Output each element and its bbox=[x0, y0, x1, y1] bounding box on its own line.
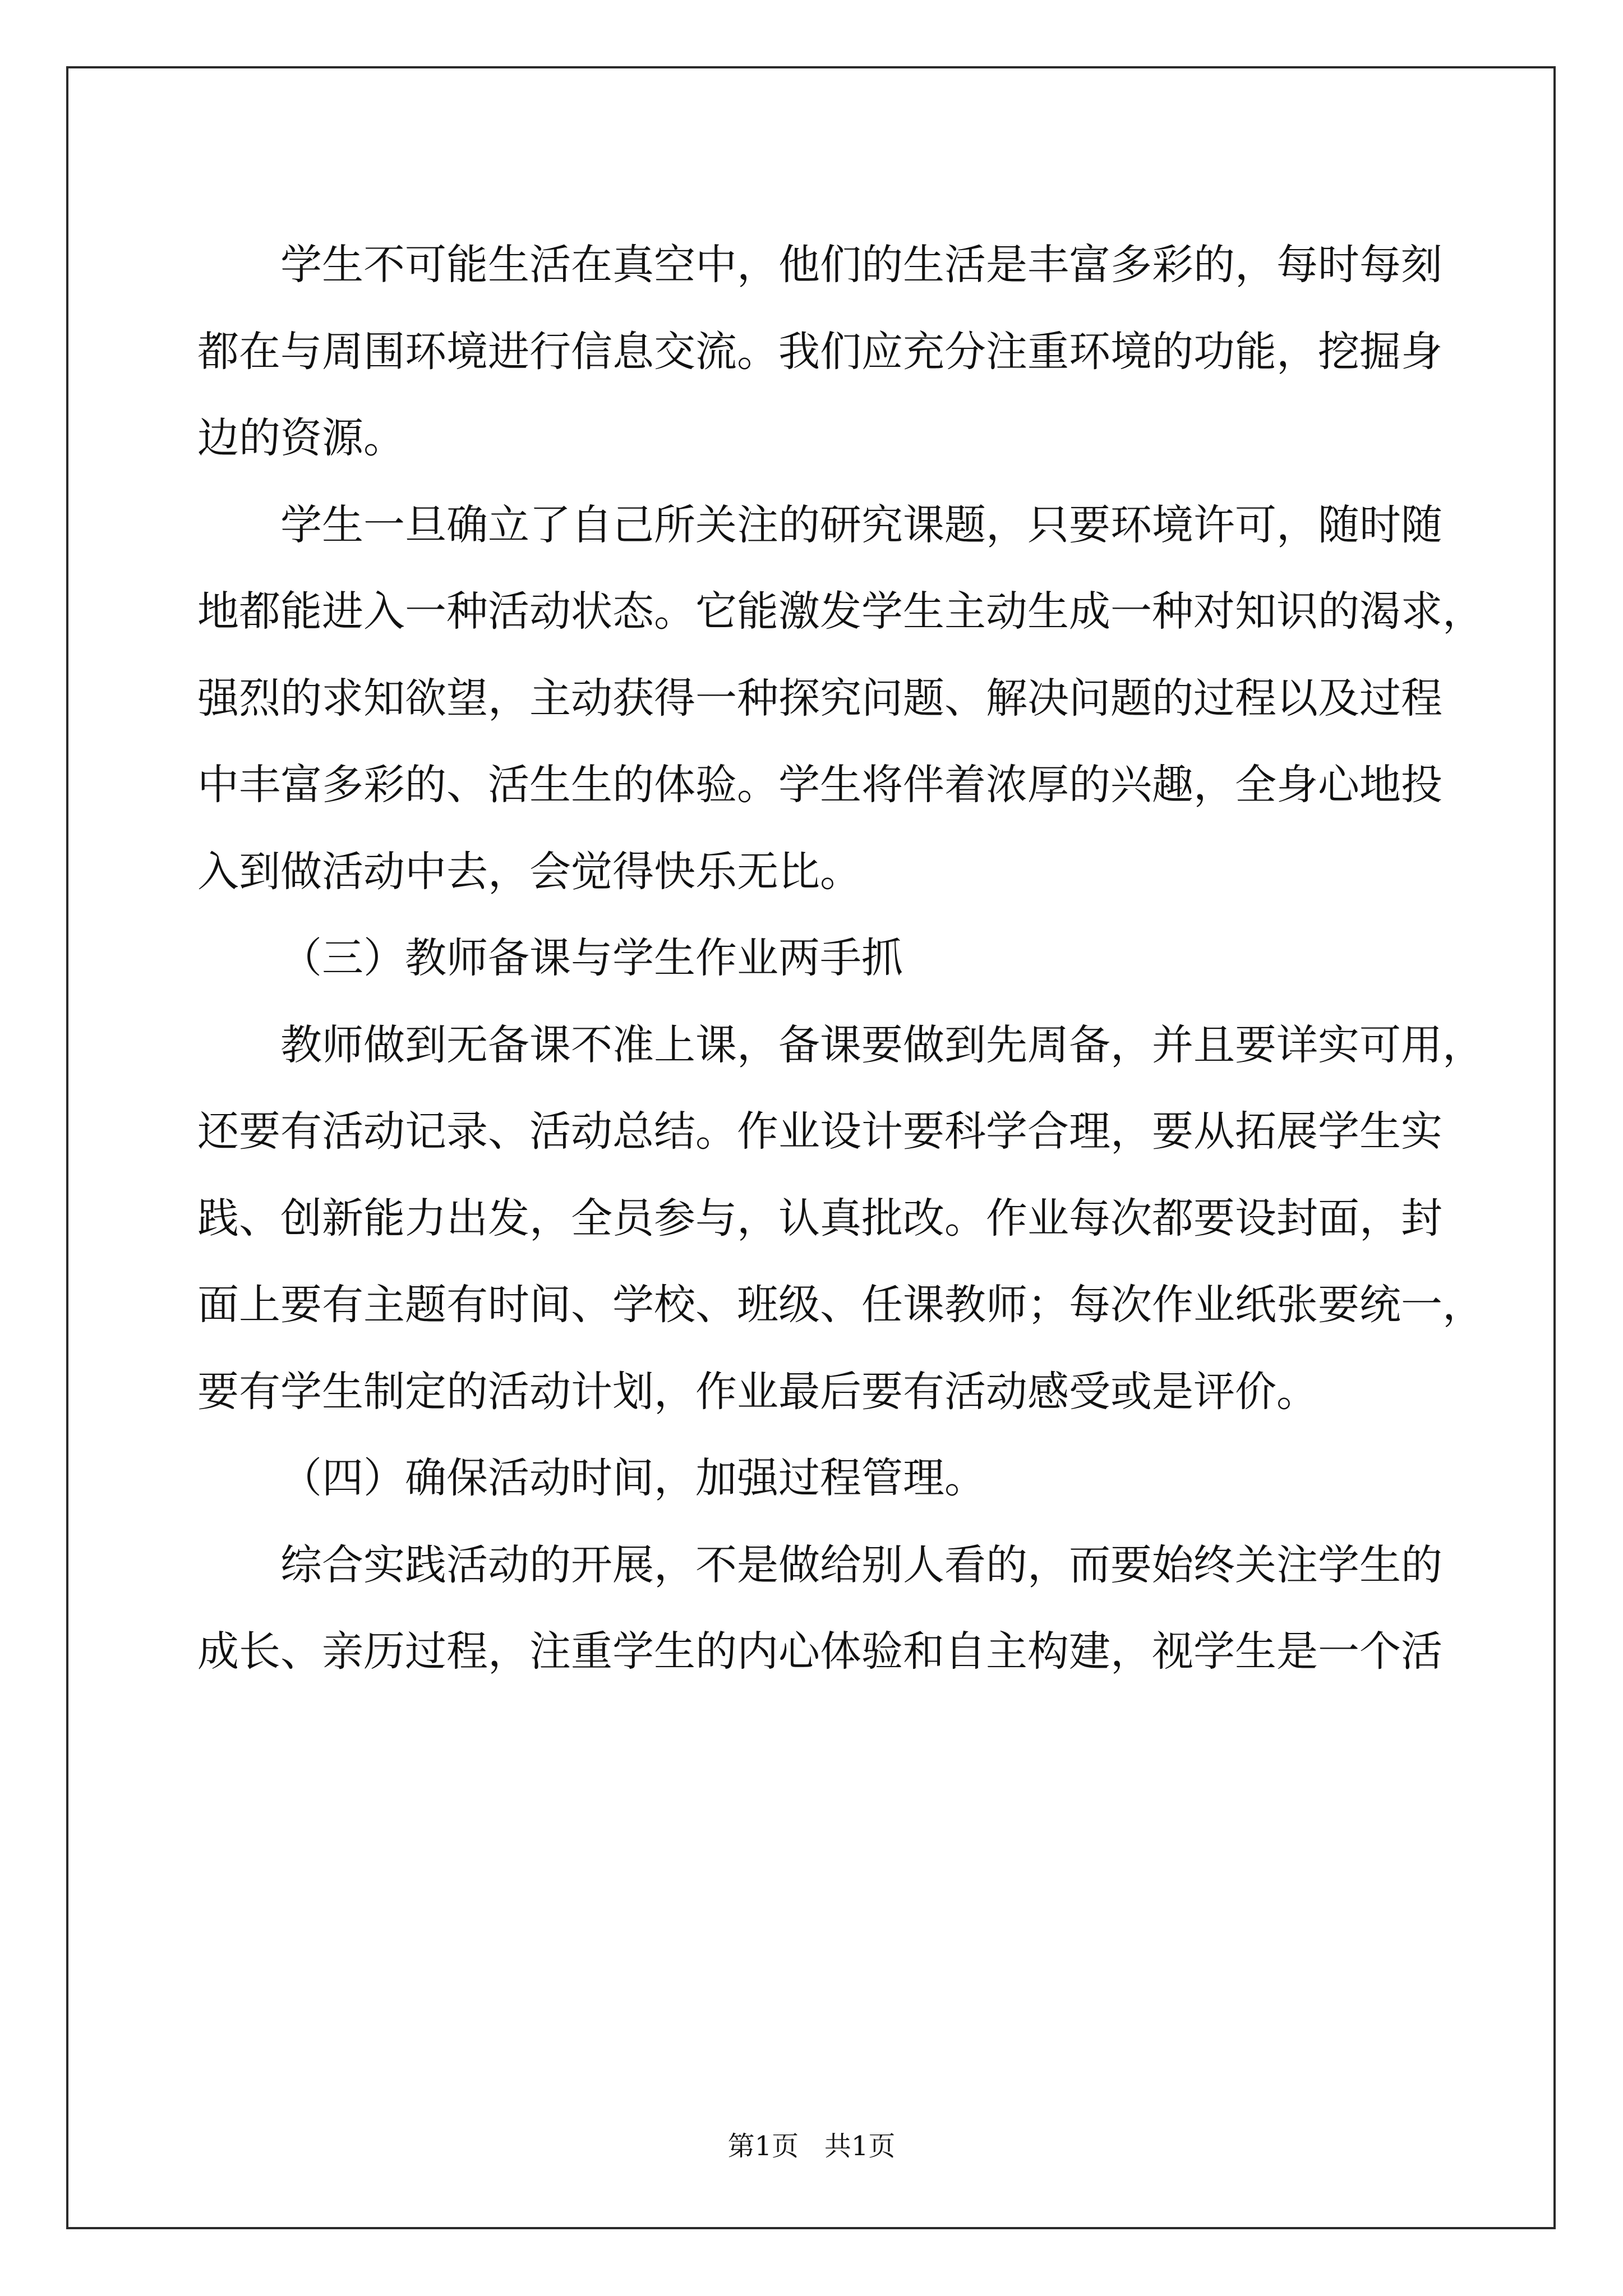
text-line: 要有学生制定的活动计划，作业最后要有活动感受或是评价。 bbox=[197, 1367, 1318, 1416]
text-line: 学生不可能生活在真空中，他们的生活是丰富多彩的，每时每刻 bbox=[280, 241, 1442, 289]
text-line: 入到做活动中去，会觉得快乐无比。 bbox=[197, 847, 861, 896]
text-line: 学生一旦确立了自己所关注的研究课题，只要环境许可，随时随 bbox=[280, 500, 1442, 549]
document-body bbox=[197, 222, 1484, 1695]
page-number: 第1页 共1页 bbox=[727, 2131, 896, 2162]
text-line: 还要有活动记录、活动总结。作业设计要科学合理，要从拓展学生实 bbox=[197, 1107, 1442, 1156]
text-line: 地都能进入一种活动状态。它能激发学生主动生成一种对知识的渴求， bbox=[197, 587, 1484, 636]
section-heading: （四）确保活动时间，加强过程管理。 bbox=[280, 1454, 986, 1502]
text-line: 成长、亲历过程，注重学生的内心体验和自主构建，视学生是一个活 bbox=[197, 1627, 1442, 1676]
section-heading: （三）教师备课与学生作业两手抓 bbox=[280, 934, 903, 982]
text-line: 边的资源。 bbox=[197, 414, 405, 462]
text-line: 强烈的求知欲望，主动获得一种探究问题、解决问题的过程以及过程 bbox=[197, 674, 1442, 723]
text-line: 综合实践活动的开展，不是做给别人看的，而要始终关注学生的 bbox=[280, 1540, 1442, 1589]
text-line: 中丰富多彩的、活生生的体验。学生将伴着浓厚的兴趣，全身心地投 bbox=[197, 761, 1442, 809]
text-line: 都在与周围环境进行信息交流。我们应充分注重环境的功能，挖掘身 bbox=[197, 327, 1442, 376]
page-footer bbox=[0, 2129, 1623, 2163]
text-line: 践、创新能力出发，全员参与，认真批改。作业每次都要设封面，封 bbox=[197, 1194, 1442, 1243]
text-line: 教师做到无备课不准上课，备课要做到先周备，并且要详实可用， bbox=[280, 1020, 1484, 1069]
text-line: 面上要有主题有时间、学校、班级、任课教师；每次作业纸张要统一， bbox=[197, 1281, 1484, 1329]
